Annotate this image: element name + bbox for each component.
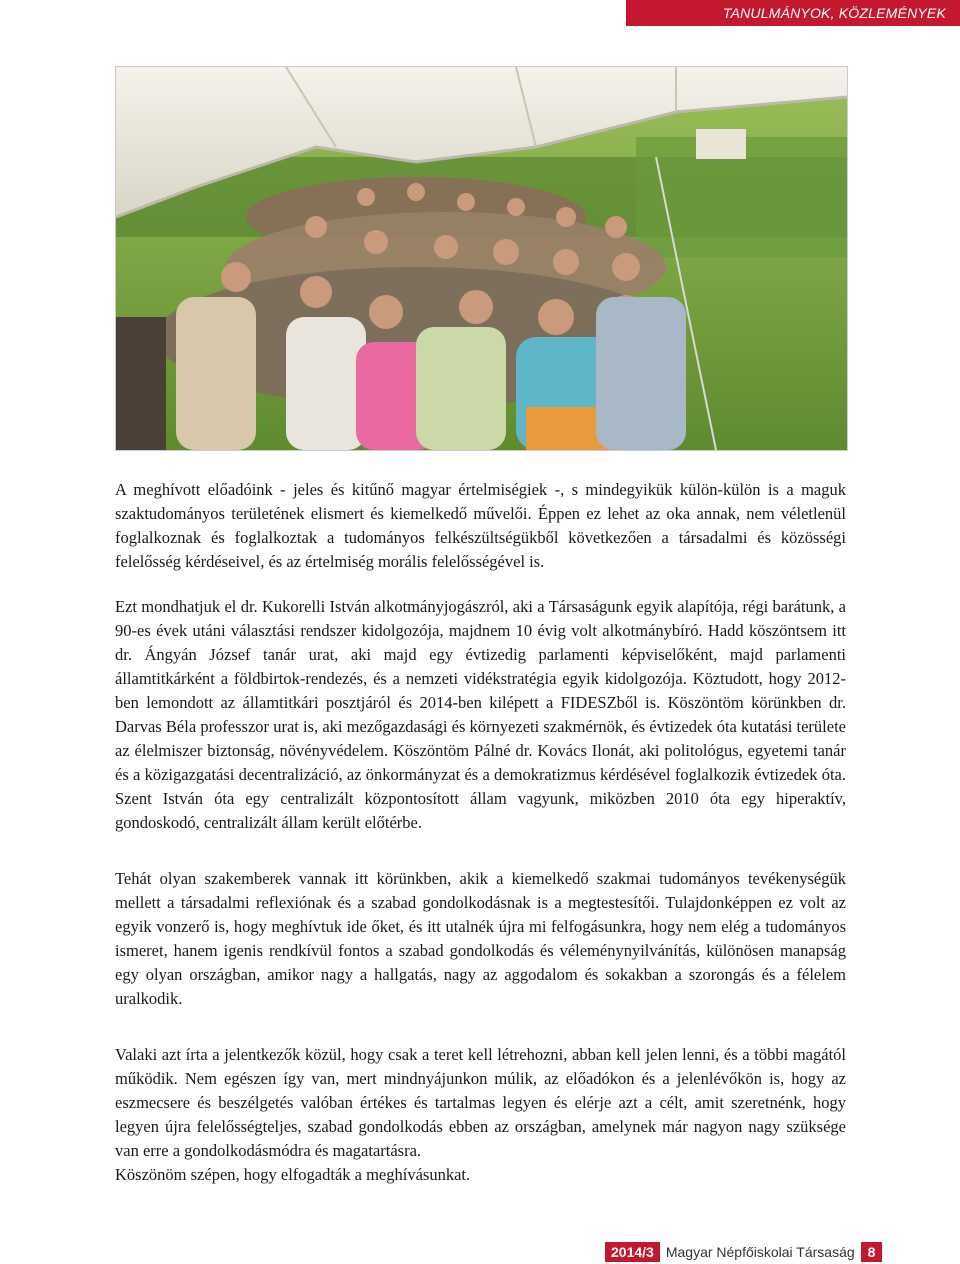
organization-name: Magyar Népfőiskolai Társaság (665, 1244, 855, 1260)
section-header: TANULMÁNYOK, KÖZLEMÉNYEK (626, 0, 960, 26)
event-photo (115, 66, 848, 451)
paragraph-experts: Tehát olyan szakemberek vannak itt körünkben, akik a kiemelkedő szakmai tudományos tevékenységük mellett a társadalmi reflexiónak és a szabad gondolkodásnak is a megtestesítői. Tulajdonképpen ez volt az egyik vonzerő is, hogy meghívtuk ide őket, és itt utalnék újra mi felfogásunkra, hogy nem elég a tudományos ismeret, hanem igenis rendkívül fontos a szabad gondolkodás és véleménynyilvánítás, különösen manapság egy olyan országban, amikor nagy a hallgatás, nagy az aggodalom és sokakban a szorongás és a félelem uralkodik. (115, 869, 846, 1008)
paragraph-speakers: Ezt mondhatjuk el dr. Kukorelli István alkotmányjogászról, aki a Társaságunk egyik alapítója, régi barátunk, a 90-es évek utáni választási rendszer kidolgozója, majdnem 10 évig volt alkotmánybíró. Hadd köszöntsem itt dr. Ángyán József tanár urat, aki majd egy évtizedig parlamenti képviselőként, majd parlamenti államtitkárként a földbirtok-rendezés, és a nemzeti vidékstratégia egyik kidolgozója. Köztudott, hogy 2012-ben lemondott az államtitkári posztjáról és 2014-ben kilépett a FIDESZből is. Köszöntöm körünkben dr. Darvas Béla professzor urat is, aki mezőgazdasági és környezeti szakmérnök, és évtizedek óta kutatási területe az élelmiszer biztonság, növényvédelem. Köszöntöm Pálné dr. Kovács Ilonát, aki politológus, egyetemi tanár és a közigazgatási decentralizáció, az önkormányzat és a demokratizmus kérdésével foglalkozik évtizedek óta. Szent István óta egy centralizált központosított állam vagyunk, miközben 2010 óta egy hiperaktív, gondoskodó, centralizált állam került előtérbe. (115, 597, 846, 832)
paragraph-participants: Valaki azt írta a jelentkezők közül, hogy csak a teret kell létrehozni, abban kell jelen lenni, és a többi magától működik. Nem egészen így van, mert mindnyájunkon múlik, az előadókon és a jelenlévőkön is, hogy az eszmecsere és beszélgetés valóban értékes és tartalmas legyen és elérje azt a célt, amit szeretnénk, hogy legyen újra felelősségteljes, szabad gondolkodás ebben az országban, amelynek már nagyon nagy szüksége van erre a gondolkodásmódra és magatartásra. (115, 1045, 846, 1160)
paragraph-intro: A meghívott előadóink - jeles és kitűnő magyar értelmiségiek -, s mindegyikük külön-külön is a maguk szaktudományos területének elismert és kiemelkedő művelői. Éppen ez lehet az oka annak, nem véletlenül foglalkoznak és foglalkoztak a tudományos felkészültségükből következően a társadalmi és közösségi felelősség kérdéseivel, és az értelmiség morális felelősségével is. (115, 480, 846, 571)
page-footer (605, 1240, 882, 1264)
issue-badge: 2014/3 (605, 1242, 660, 1262)
article-body (115, 478, 846, 1187)
paragraph-thanks: Köszönöm szépen, hogy elfogadták a meghívásunkat. (115, 1165, 471, 1184)
page-number: 8 (861, 1242, 883, 1262)
